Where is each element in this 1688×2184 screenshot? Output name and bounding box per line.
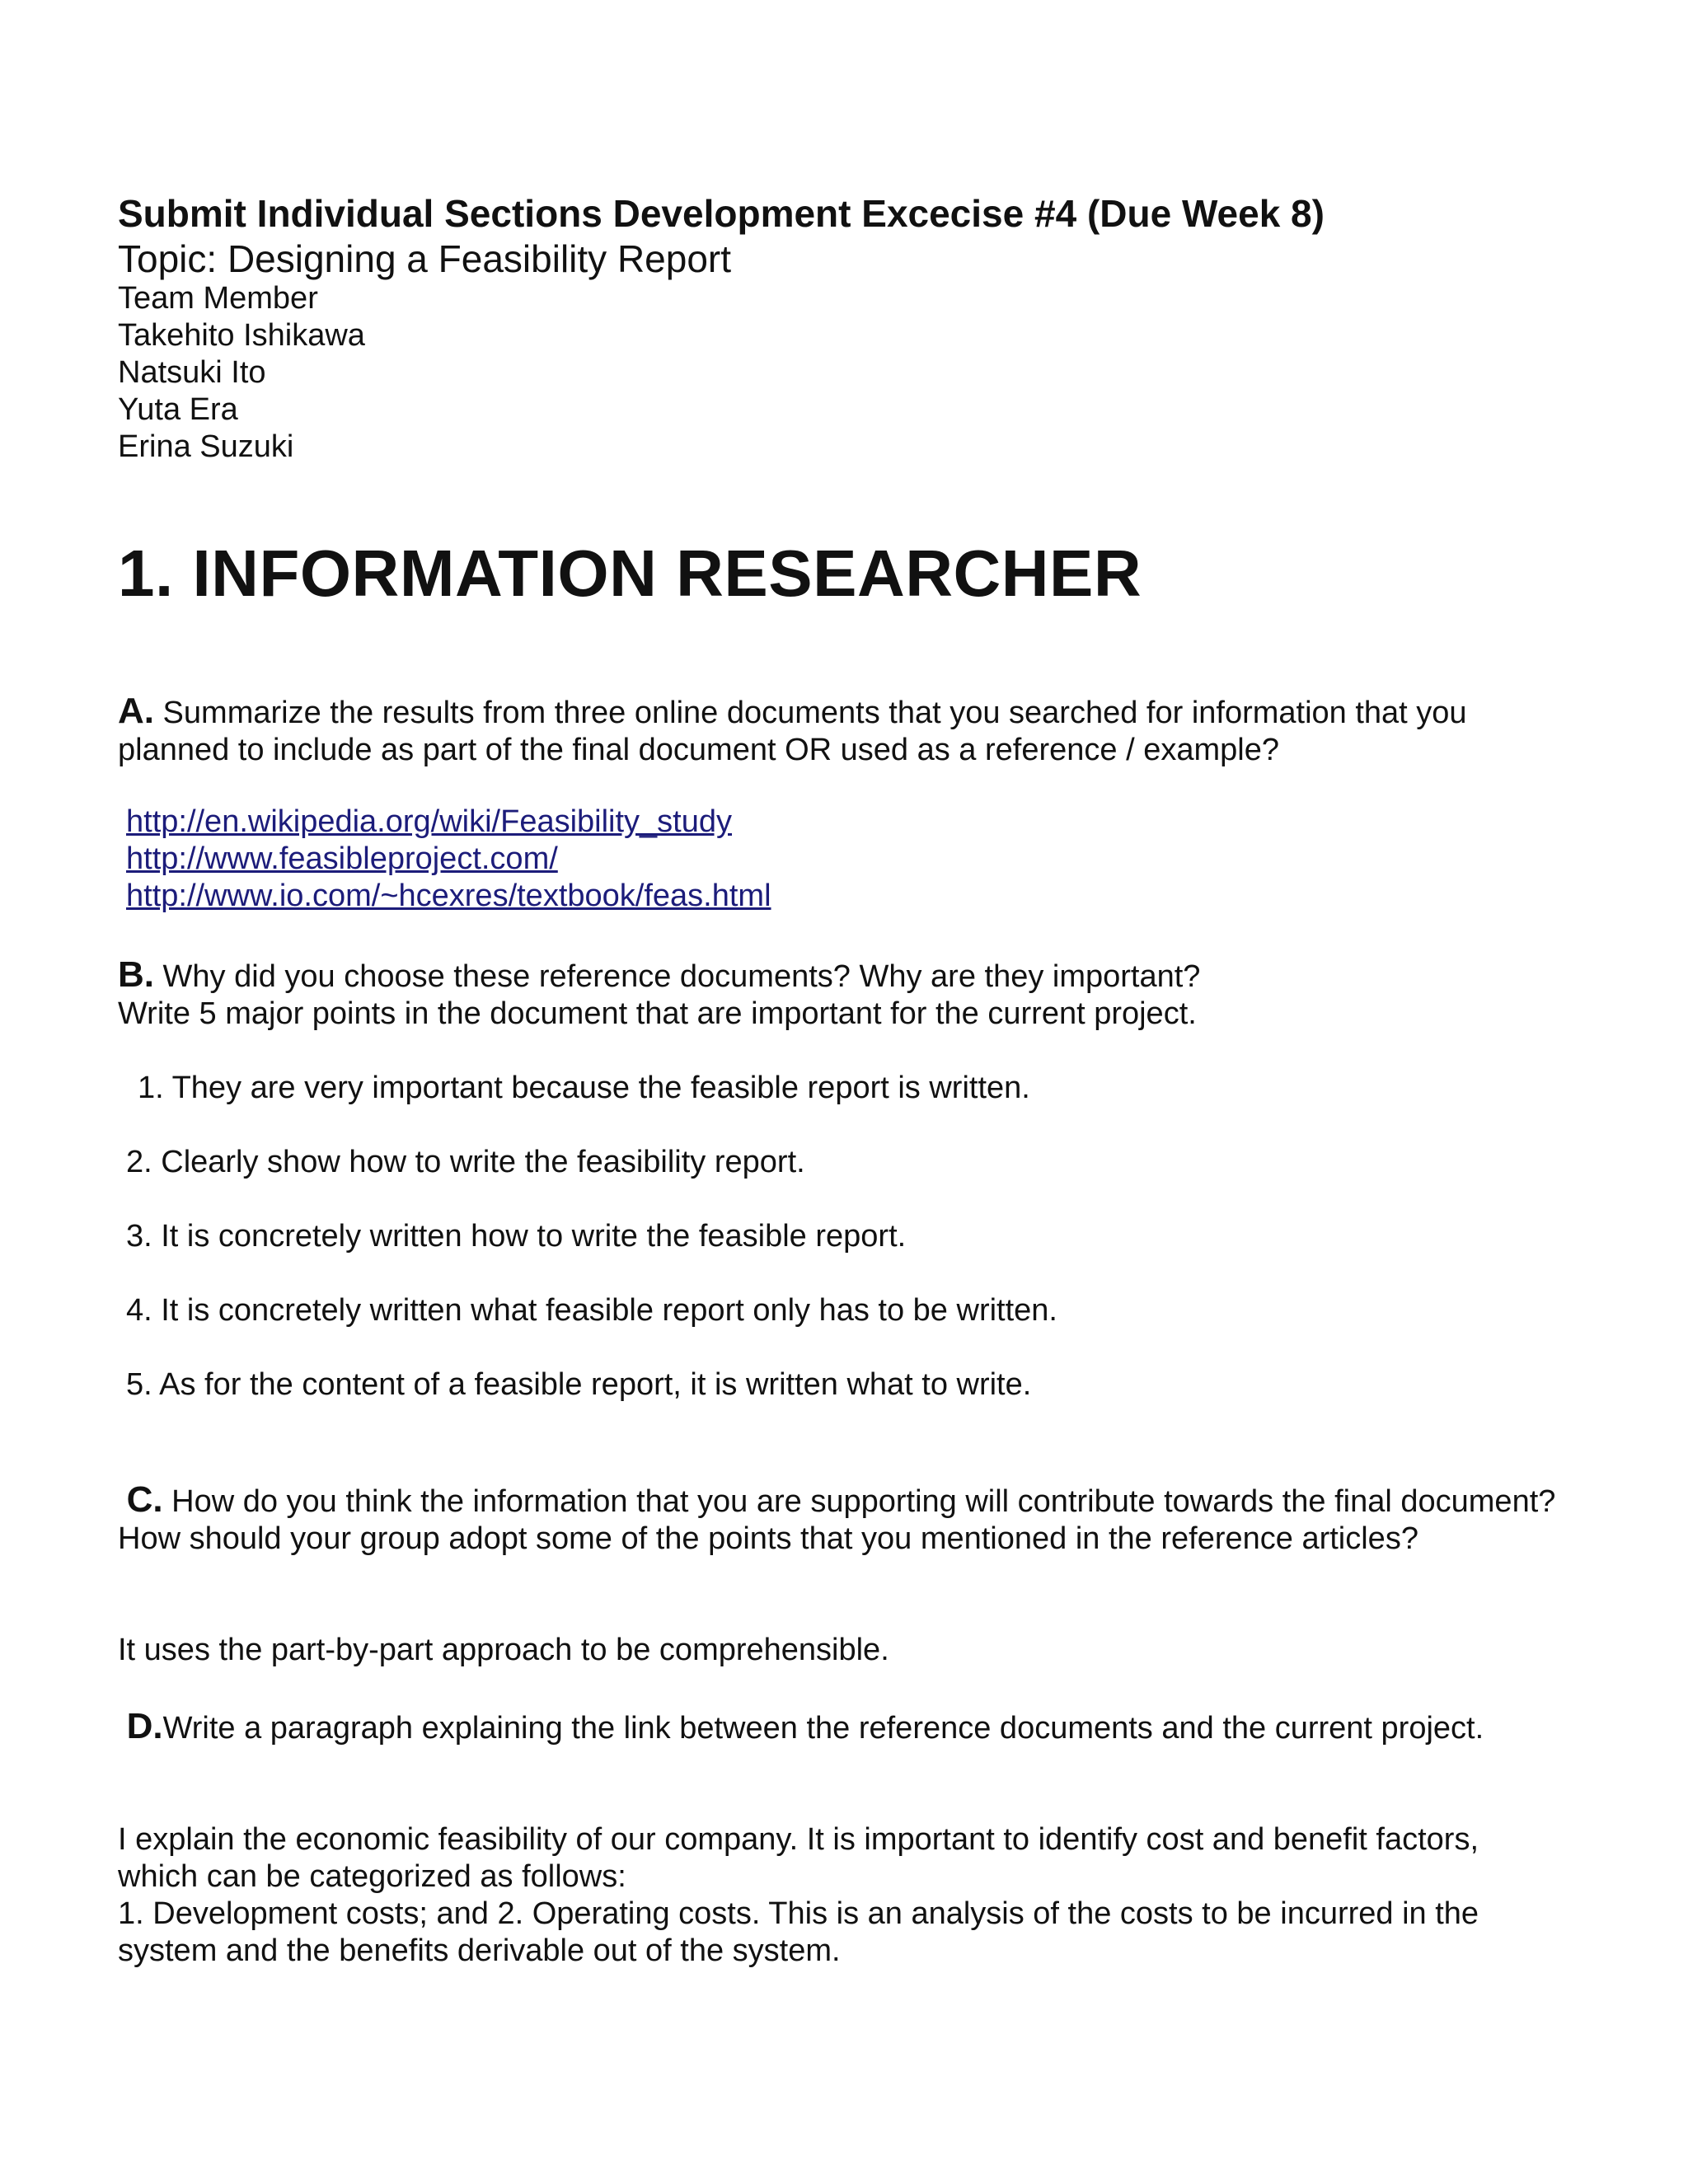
major-point: 2. Clearly show how to write the feasibility report. (126, 1145, 805, 1179)
reference-link-list (126, 804, 771, 915)
reference-link-wikipedia[interactable]: http://en.wikipedia.org/wiki/Feasibility_study (126, 804, 733, 839)
question-b-letter: B. (118, 954, 154, 995)
reference-link-io[interactable]: http://www.io.com/~hcexres/textbook/feas.html (126, 879, 771, 913)
question-d-text: Write a paragraph explaining the link between the reference documents and the current project. (162, 1711, 1484, 1746)
question-a-text: Summarize the results from three online documents that you searched for information that you planned to include as part of the final document OR used as a reference / example? (118, 696, 1467, 767)
topic-line: Topic: Designing a Feasibility Report (118, 237, 732, 280)
reference-link-feasibleproject[interactable]: http://www.feasibleproject.com/ (126, 841, 558, 876)
answer-d-line2: 1. Development costs; and 2. Operating costs. This is an analysis of the costs to be incurred in the system and the benefits derivable out of the system. (118, 1896, 1479, 1968)
major-point: 4. It is concretely written what feasible report only has to be written. (126, 1293, 1057, 1328)
answer-c: It uses the part-by-part approach to be comprehensible. (118, 1633, 889, 1667)
question-a-letter: A. (118, 691, 154, 731)
question-d (118, 1708, 1519, 1747)
section-heading: 1. INFORMATION RESEARCHER (118, 537, 1142, 610)
answer-d-line1: I explain the economic feasibility of our company. It is important to identify cost and benefit factors, which can be categorized as follows: (118, 1822, 1479, 1894)
question-a (118, 692, 1536, 769)
question-c-text: How do you think the information that you are supporting will contribute towards the final document? How should your group adopt some of the points that you mentioned in the reference articles? (118, 1484, 1556, 1556)
team-member-list (118, 317, 365, 466)
answer-d-paragraph (118, 1821, 1486, 1970)
question-c-letter: C. (126, 1479, 163, 1520)
team-member: Takehito Ishikawa (118, 318, 365, 353)
team-member-label: Team Member (118, 281, 318, 316)
question-b-text-line2: Write 5 major points in the document that are important for the current project. (118, 996, 1197, 1031)
question-b (118, 956, 1552, 1033)
team-member: Erina Suzuki (118, 429, 294, 464)
major-point: 5. As for the content of a feasible report, it is written what to write. (126, 1367, 1032, 1402)
question-c (118, 1481, 1556, 1558)
major-points-list (126, 1070, 1057, 1441)
major-point: 1. They are very important because the feasible report is written. (138, 1071, 1030, 1105)
question-b-text-line1: Why did you choose these reference documents? Why are they important? (154, 959, 1201, 994)
document-title: Submit Individual Sections Development Excecise #4 (Due Week 8) (118, 192, 1325, 235)
question-d-letter: D. (126, 1706, 163, 1746)
team-member: Natsuki Ito (118, 355, 266, 390)
team-member: Yuta Era (118, 392, 238, 427)
major-point: 3. It is concretely written how to write the feasible report. (126, 1219, 907, 1254)
